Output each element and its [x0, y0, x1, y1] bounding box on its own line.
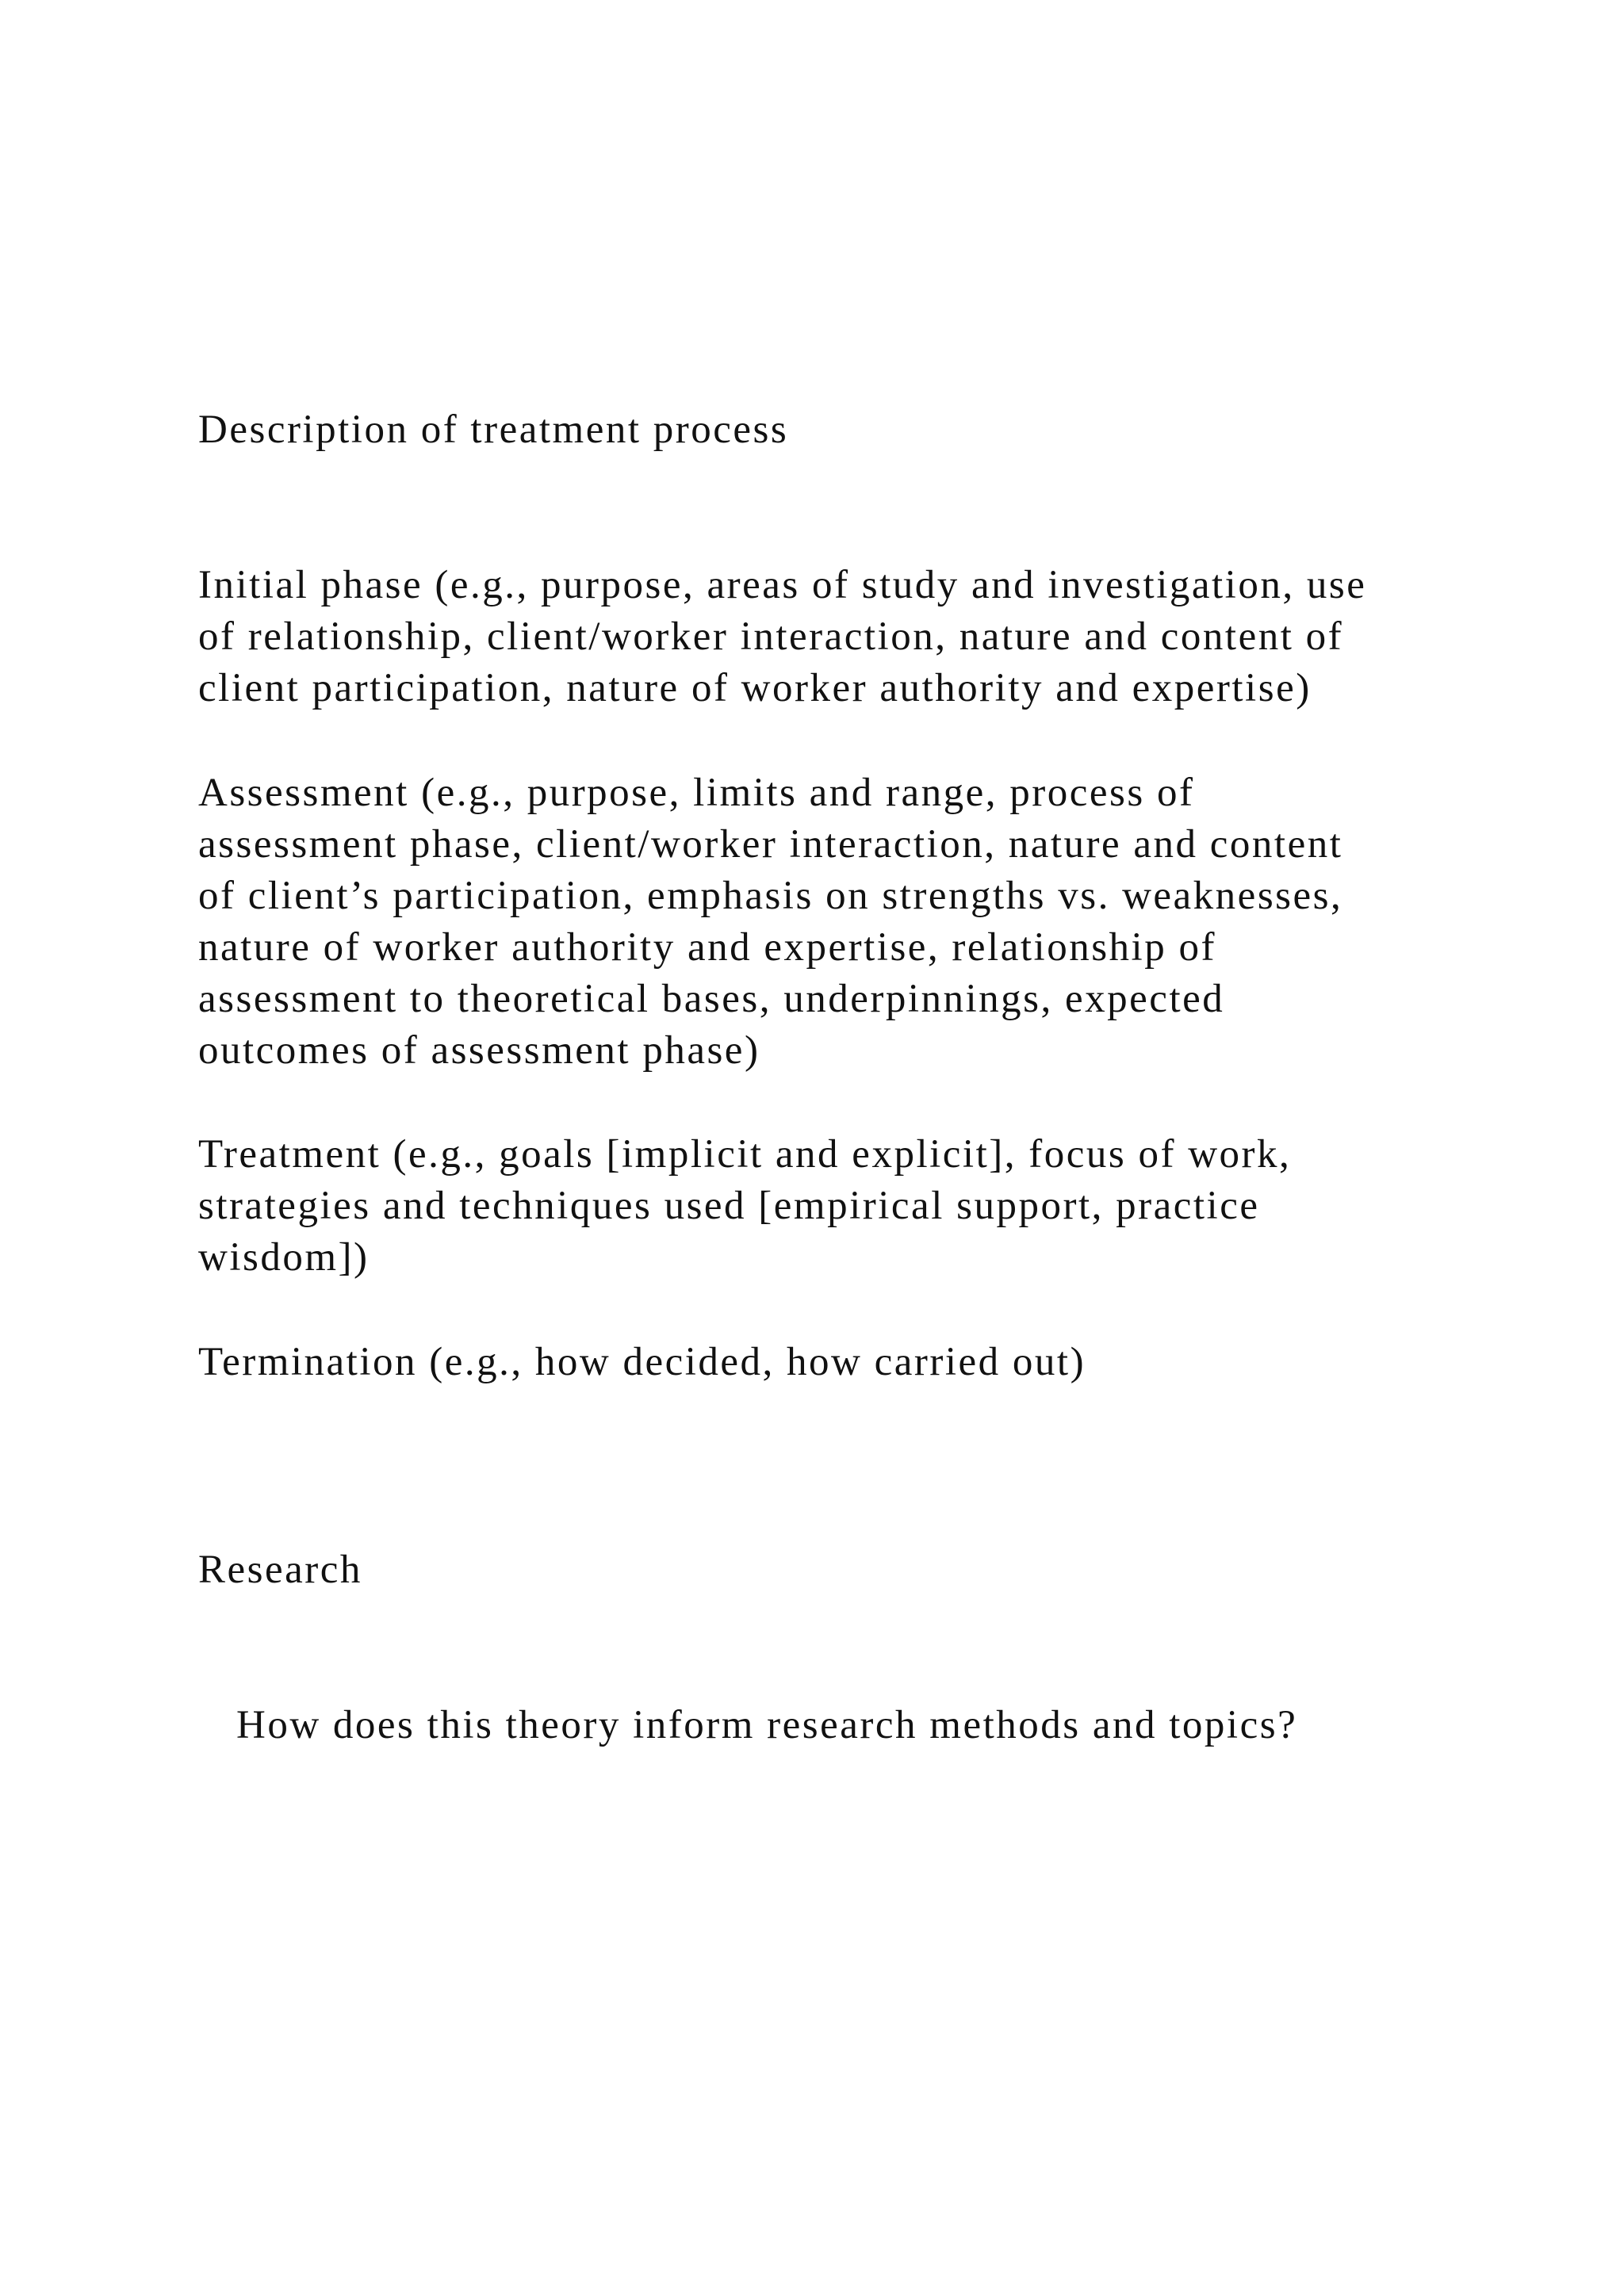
text-line: Treatment (e.g., goals [implicit and explicit], focus of work, [198, 1132, 1292, 1177]
text-line: wisdom]) [198, 1235, 370, 1280]
text-line: outcomes of assessment phase) [198, 1028, 760, 1073]
paragraph-treatment [198, 1129, 1291, 1284]
text-line: nature of worker authority and expertise, relationship of [198, 925, 1216, 970]
text-line: Assessment (e.g., purpose, limits and range, process of [198, 771, 1195, 815]
text-line: of relationship, client/worker interaction, nature and content of [198, 614, 1344, 659]
text-line: assessment phase, client/worker interaction, nature and content [198, 822, 1343, 867]
paragraph-initial-phase [198, 560, 1366, 714]
paragraph-termination: Termination (e.g., how decided, how carried out) [198, 1340, 1086, 1384]
research-question: How does this theory inform research methods and topics? [236, 1703, 1298, 1747]
paragraph-assessment [198, 767, 1342, 1077]
text-line: assessment to theoretical bases, underpinnings, expected [198, 977, 1225, 1021]
text-line: client participation, nature of worker authority and expertise) [198, 666, 1312, 710]
heading-research: Research [198, 1548, 362, 1592]
text-line: of client’s participation, emphasis on strengths vs. weaknesses, [198, 874, 1343, 918]
heading-treatment-process: Description of treatment process [198, 408, 789, 452]
text-line: strategies and techniques used [empirical support, practice [198, 1184, 1260, 1228]
text-line: Initial phase (e.g., purpose, areas of study and investigation, use [198, 563, 1367, 607]
